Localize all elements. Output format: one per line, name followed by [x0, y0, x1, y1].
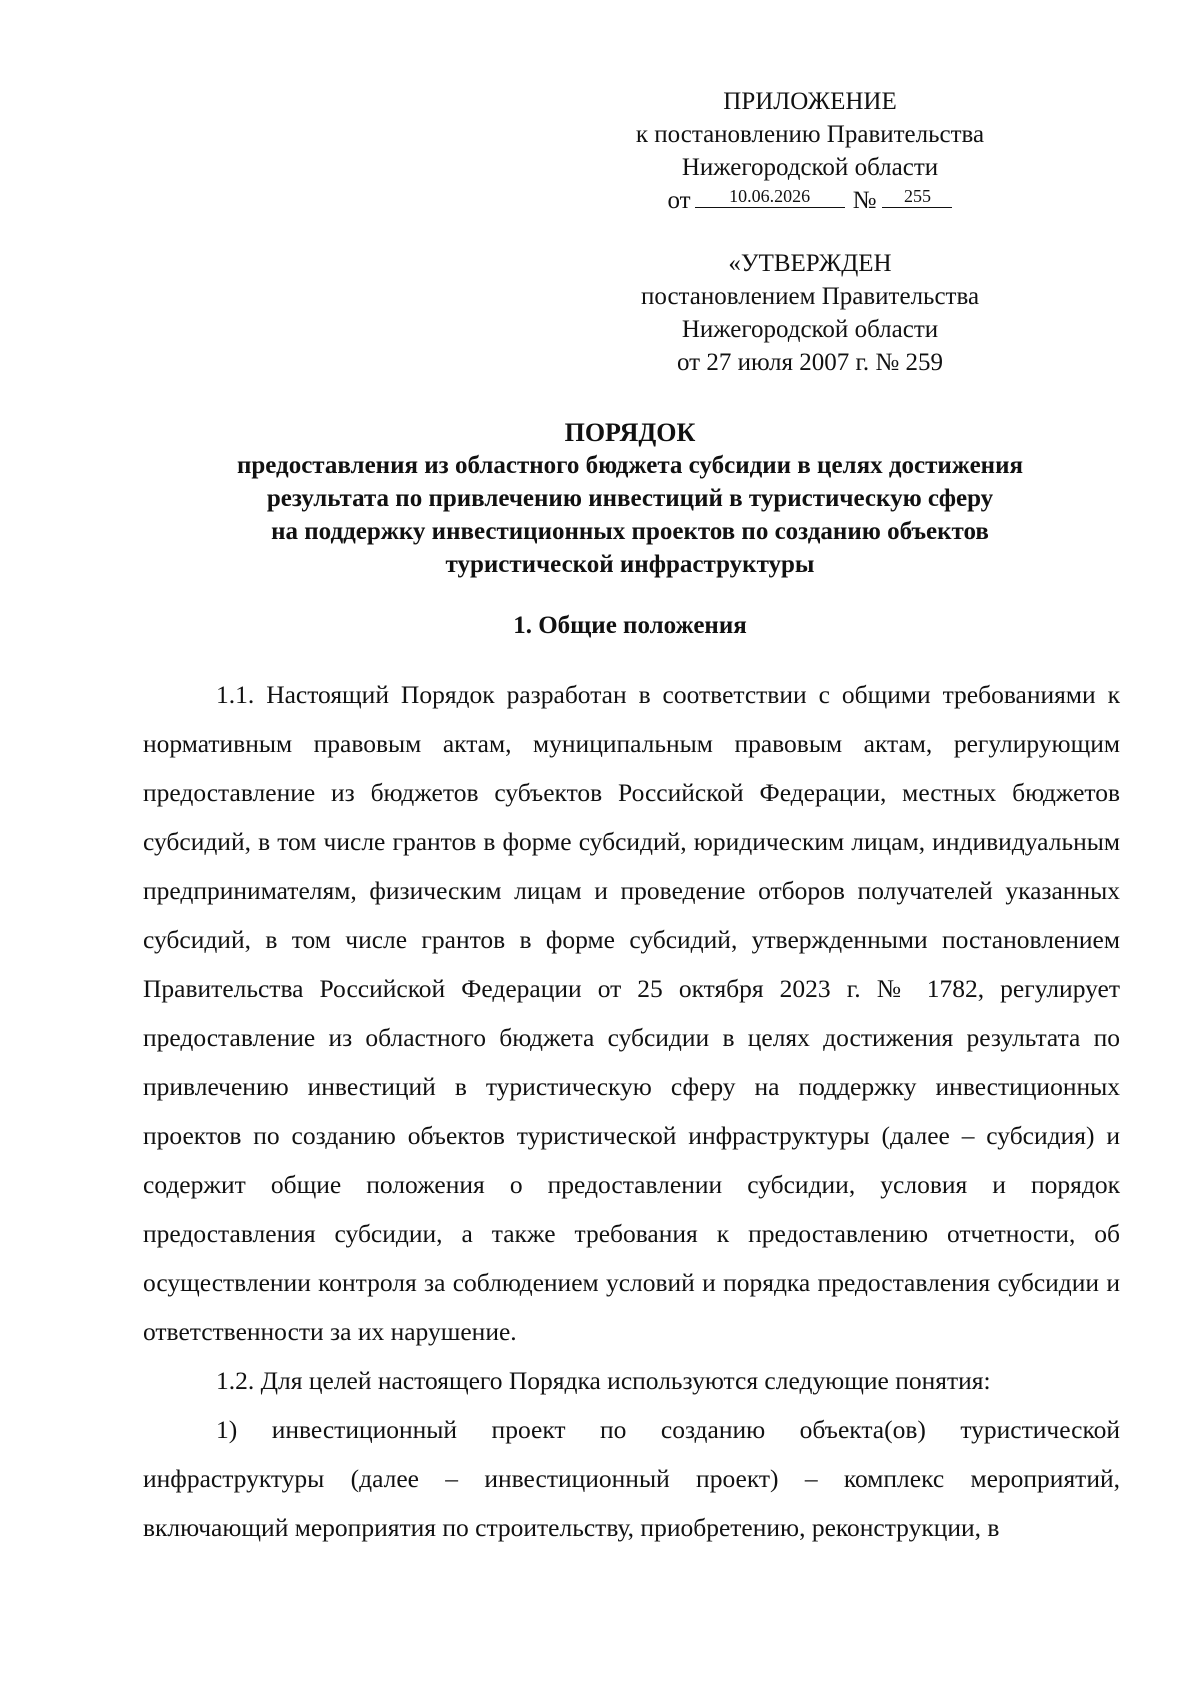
- paragraph: 1) инвестиционный проект по созданию объекта(ов) туристической инфраструктуры (далее – инвестиционный проект) – комплекс мероприятий, включающий мероприятия по строительству, приобретению, реконструкции, в: [143, 1415, 1120, 1542]
- annex-title: ПРИЛОЖЕНИЕ: [723, 88, 897, 115]
- annex-line-1: к постановлению Правительства: [635, 121, 985, 148]
- date-field: 10.06.2026: [695, 185, 845, 208]
- approved-title: «УТВЕРЖДЕН: [728, 250, 892, 277]
- paragraph: 1.2. Для целей настоящего Порядка используются следующие понятия:: [216, 1366, 991, 1395]
- approved-line-1: постановлением Правительства: [640, 283, 980, 310]
- document-title: ПОРЯДОК: [564, 418, 696, 447]
- annex-date-line: [668, 184, 953, 217]
- approval-stamp-block: [580, 247, 1040, 379]
- number-field: 255: [882, 185, 952, 208]
- document-subtitle-line: туристической инфраструктуры: [445, 551, 815, 578]
- paragraph: 1.1. Настоящий Порядок разработан в соответствии с общими требованиями к нормативным правовым актам, муниципальным правовым актам, регулирующим предоставление из бюджетов субъектов Российской Федерации, местных бюджетов субсидий, в том числе грантов в форме субсидий, юридическим лицам, индивидуальным предпринимателям, физическим лицам и проведение отборов получателей указанных субсидий, в том числе грантов в форме субсидий, утвержденными постановлением Правительства Российской Федерации от 25 октября 2023 г. № 1782, регулирует предоставление из областного бюджета субсидии в целях достижения результата по привлечению инвестиций в туристическую сферу на поддержку инвестиционных проектов по созданию объектов туристической инфраструктуры (далее – субсидия) и содержит общие положения о предоставлении субсидии, условия и порядок предоставления субсидии, а также требования к предоставлению отчетности, об осуществлении контроля за соблюдением условий и порядка предоставления субсидии и ответственности за их нарушение.: [143, 680, 1120, 1346]
- body-text: [143, 670, 1120, 1552]
- section-heading: 1. Общие положения: [513, 612, 747, 639]
- document-subtitle-line: предоставления из областного бюджета субсидии в целях достижения: [236, 452, 1024, 479]
- annex-header: [580, 85, 1040, 217]
- annex-line-2: Нижегородской области: [681, 154, 939, 181]
- document-title-block: [140, 416, 1120, 581]
- approved-line-2: Нижегородской области: [681, 316, 939, 343]
- document-subtitle-line: на поддержку инвестиционных проектов по созданию объектов: [271, 518, 989, 545]
- from-label: от: [667, 187, 691, 214]
- document-subtitle-line: результата по привлечению инвестиций в туристическую сферу: [266, 485, 994, 512]
- number-label: №: [852, 187, 877, 214]
- approved-line-3: от 27 июля 2007 г. № 259: [676, 349, 944, 376]
